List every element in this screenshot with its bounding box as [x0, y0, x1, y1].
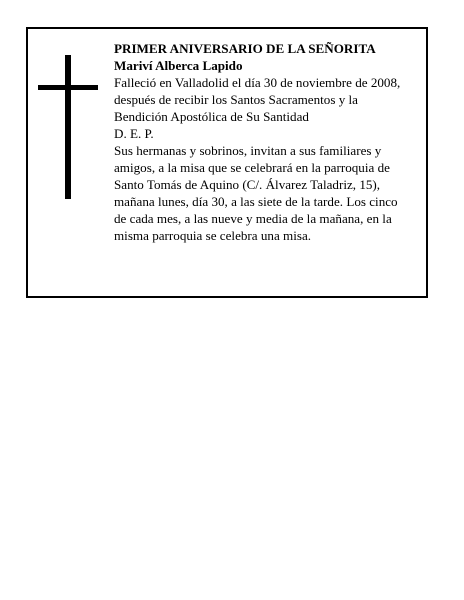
notice-line: mañana lunes, día 30, a las siete de la tarde. Los cinco	[114, 194, 398, 209]
notice-line: amigos, a la misa que se celebrará en la parroquia de	[114, 160, 390, 175]
notice-line: Sus hermanas y sobrinos, invitan a sus familiares y	[114, 143, 382, 158]
notice-line: D. E. P.	[114, 126, 154, 141]
notice-line: después de recibir los Santos Sacramentos y la	[114, 92, 358, 107]
notice-line: Falleció en Valladolid el día 30 de noviembre de 2008,	[114, 75, 401, 90]
cross-vertical-bar	[65, 55, 71, 199]
cross-horizontal-bar	[38, 85, 98, 90]
notice-line: Santo Tomás de Aquino (C/. Álvarez Taladriz, 15),	[114, 177, 381, 192]
notice-line: misma parroquia se celebra una misa.	[114, 228, 312, 243]
notice-text	[114, 40, 422, 244]
cross-icon	[38, 55, 98, 199]
notice-heading: PRIMER ANIVERSARIO DE LA SEÑORITA	[114, 41, 376, 56]
notice-line: de cada mes, a las nueve y media de la mañana, en la	[114, 211, 392, 226]
obituary-notice	[26, 27, 428, 298]
notice-line: Bendición Apostólica de Su Santidad	[114, 109, 309, 124]
deceased-name: Mariví Alberca Lapido	[114, 58, 243, 73]
